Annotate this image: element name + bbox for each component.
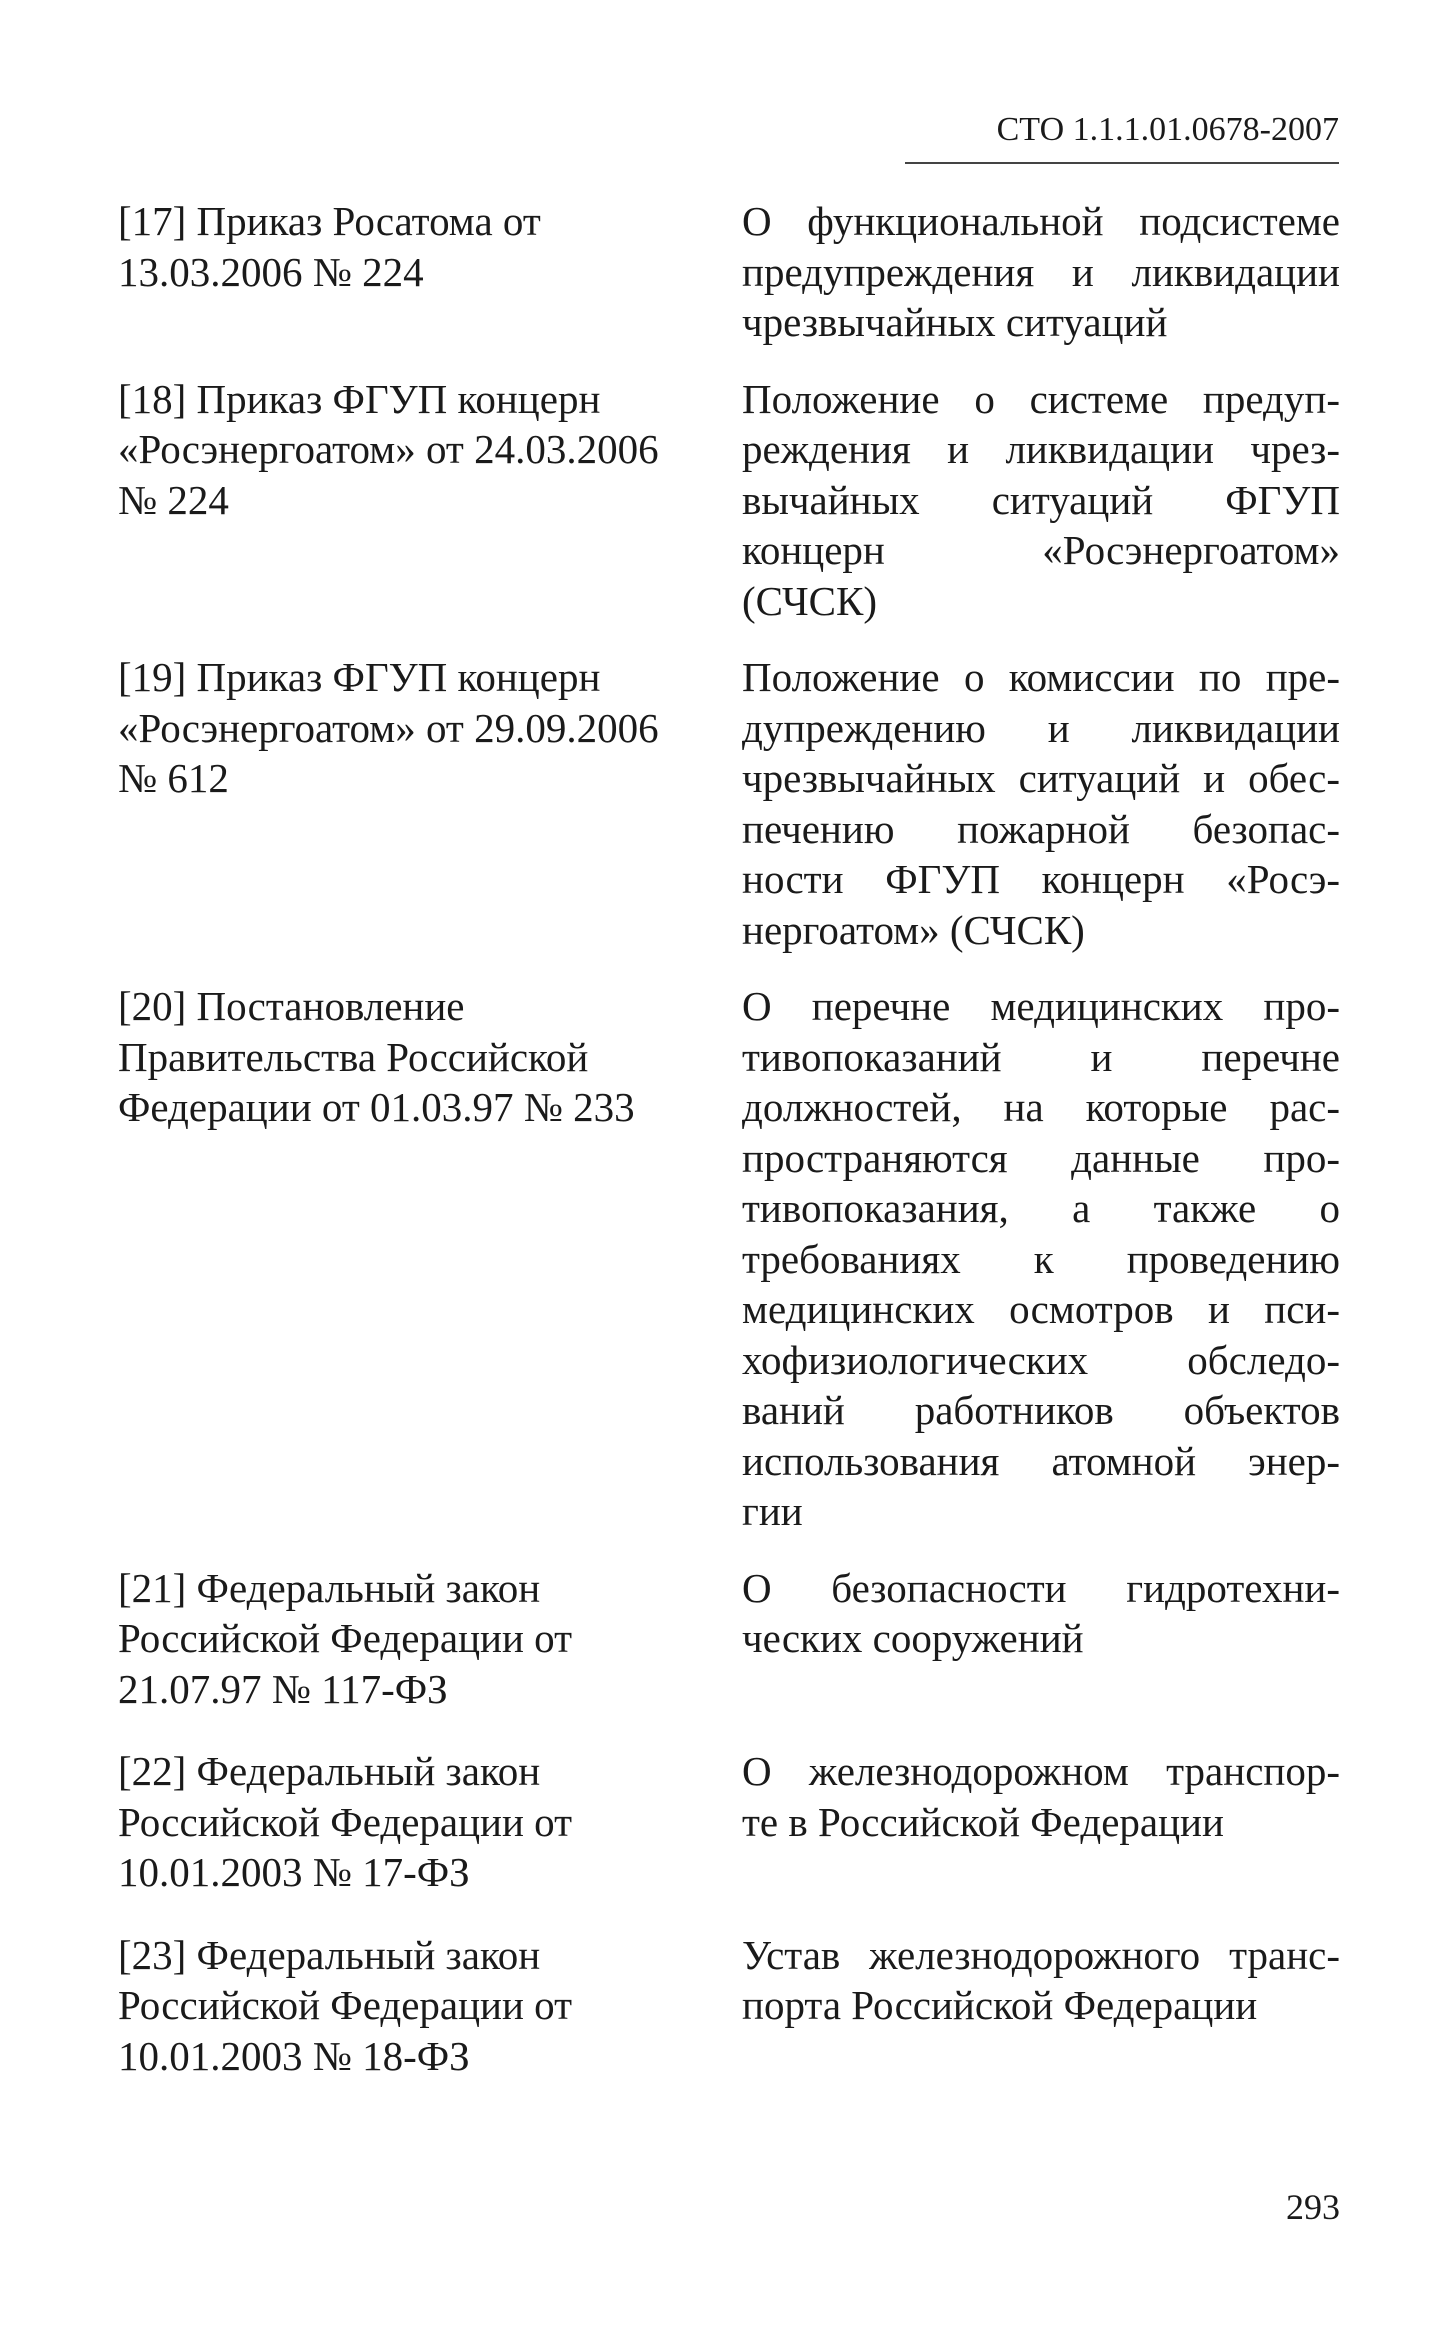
source-line: [18] Приказ ФГУП концерн <box>118 375 601 422</box>
source-line: [21] Федеральный закон <box>118 1564 541 1611</box>
source-line: Российской Федерации от <box>118 1798 573 1845</box>
title-line: вычайных ситуаций ФГУП <box>742 476 1340 523</box>
reference-entry <box>118 1563 1340 1715</box>
reference-source <box>118 652 708 955</box>
source-line: Федерации от 01.03.97 № 233 <box>118 1084 635 1130</box>
reference-entry <box>118 1746 1340 1898</box>
title-line: гии <box>742 1488 803 1534</box>
title-line: предупреждения и ликвидации <box>742 248 1340 295</box>
title-line: чрезвычайных ситуаций и обес- <box>742 755 1340 801</box>
reference-title <box>742 374 1340 627</box>
title-line: О функциональной подсистеме <box>742 198 1340 244</box>
title-line: медицинских осмотров и пси- <box>742 1286 1340 1332</box>
source-line: [17] Приказ Росатома от <box>118 198 541 244</box>
title-line: чрезвычайных ситуаций <box>742 299 1168 345</box>
page-number: 293 <box>1286 2187 1340 2227</box>
reference-title <box>742 981 1340 1537</box>
source-line: Российской Федерации от <box>118 1982 573 2028</box>
title-line: должностей, на которые рас- <box>742 1084 1340 1130</box>
reference-title <box>742 1746 1340 1898</box>
title-line: Устав железнодорожного транс- <box>742 1931 1340 1978</box>
source-line: Правительства Российской <box>118 1033 589 1080</box>
source-line: [19] Приказ ФГУП концерн <box>118 654 601 700</box>
title-line: хофизиологических обследо- <box>742 1336 1340 1383</box>
reference-entry <box>118 981 1340 1537</box>
source-line: [23] Федеральный закон <box>118 1931 541 1978</box>
title-line: требованиях к проведению <box>742 1235 1340 1282</box>
references-list <box>118 196 1340 2081</box>
reference-source <box>118 1563 708 1715</box>
document-code-header: СТО 1.1.1.01.0678-2007 <box>905 108 1339 164</box>
title-line: О железнодорожном транспор- <box>742 1748 1340 1794</box>
title-line: ности ФГУП концерн «Росэ- <box>742 856 1340 902</box>
source-line: [20] Постановление <box>118 983 465 1029</box>
title-line: печению пожарной безопас- <box>742 805 1340 852</box>
title-line: тивопоказаний и перечне <box>742 1033 1340 1080</box>
source-line: № 224 <box>118 476 229 523</box>
source-line: «Росэнергоатом» от 29.09.2006 <box>118 704 659 751</box>
reference-source <box>118 374 708 627</box>
title-line: ваний работников объектов <box>742 1387 1340 1433</box>
reference-title <box>742 1563 1340 1715</box>
reference-source <box>118 1746 708 1898</box>
source-line: 13.03.2006 № 224 <box>118 248 424 295</box>
source-line: [22] Федеральный закон <box>118 1748 541 1794</box>
reference-title <box>742 652 1340 955</box>
reference-entry <box>118 374 1340 627</box>
reference-entry <box>118 196 1340 348</box>
title-line: Положение о системе предуп- <box>742 375 1340 422</box>
title-line: реждения и ликвидации чрез- <box>742 426 1340 472</box>
source-line: 10.01.2003 № 18-ФЗ <box>118 2032 470 2079</box>
title-line: концерн «Росэнергоатом» <box>742 527 1340 573</box>
title-line: пространяются данные про- <box>742 1134 1340 1181</box>
source-line: 10.01.2003 № 17-ФЗ <box>118 1849 470 1895</box>
reference-title <box>742 196 1340 348</box>
reference-source <box>118 981 708 1537</box>
reference-source <box>118 1930 708 2082</box>
title-line: Положение о комиссии по пре- <box>742 654 1340 700</box>
source-line: 21.07.97 № 117-ФЗ <box>118 1665 448 1712</box>
reference-source <box>118 196 708 348</box>
reference-entry <box>118 652 1340 955</box>
title-line: (СЧСК) <box>742 577 877 624</box>
reference-title <box>742 1930 1340 2082</box>
title-line: дупреждению и ликвидации <box>742 704 1340 751</box>
source-line: «Росэнергоатом» от 24.03.2006 <box>118 426 659 472</box>
title-line: О перечне медицинских про- <box>742 983 1340 1029</box>
title-line: те в Российской Федерации <box>742 1798 1224 1845</box>
reference-entry <box>118 1930 1340 2082</box>
source-line: № 612 <box>118 755 229 801</box>
title-line: тивопоказания, а также о <box>742 1185 1340 1231</box>
title-line: нергоатом» (СЧСК) <box>742 906 1085 953</box>
source-line: Российской Федерации от <box>118 1615 573 1661</box>
title-line: ческих сооружений <box>742 1615 1084 1661</box>
title-line: О безопасности гидротехни- <box>742 1564 1340 1611</box>
title-line: использования атомной энер- <box>742 1437 1340 1484</box>
title-line: порта Российской Федерации <box>742 1982 1258 2028</box>
